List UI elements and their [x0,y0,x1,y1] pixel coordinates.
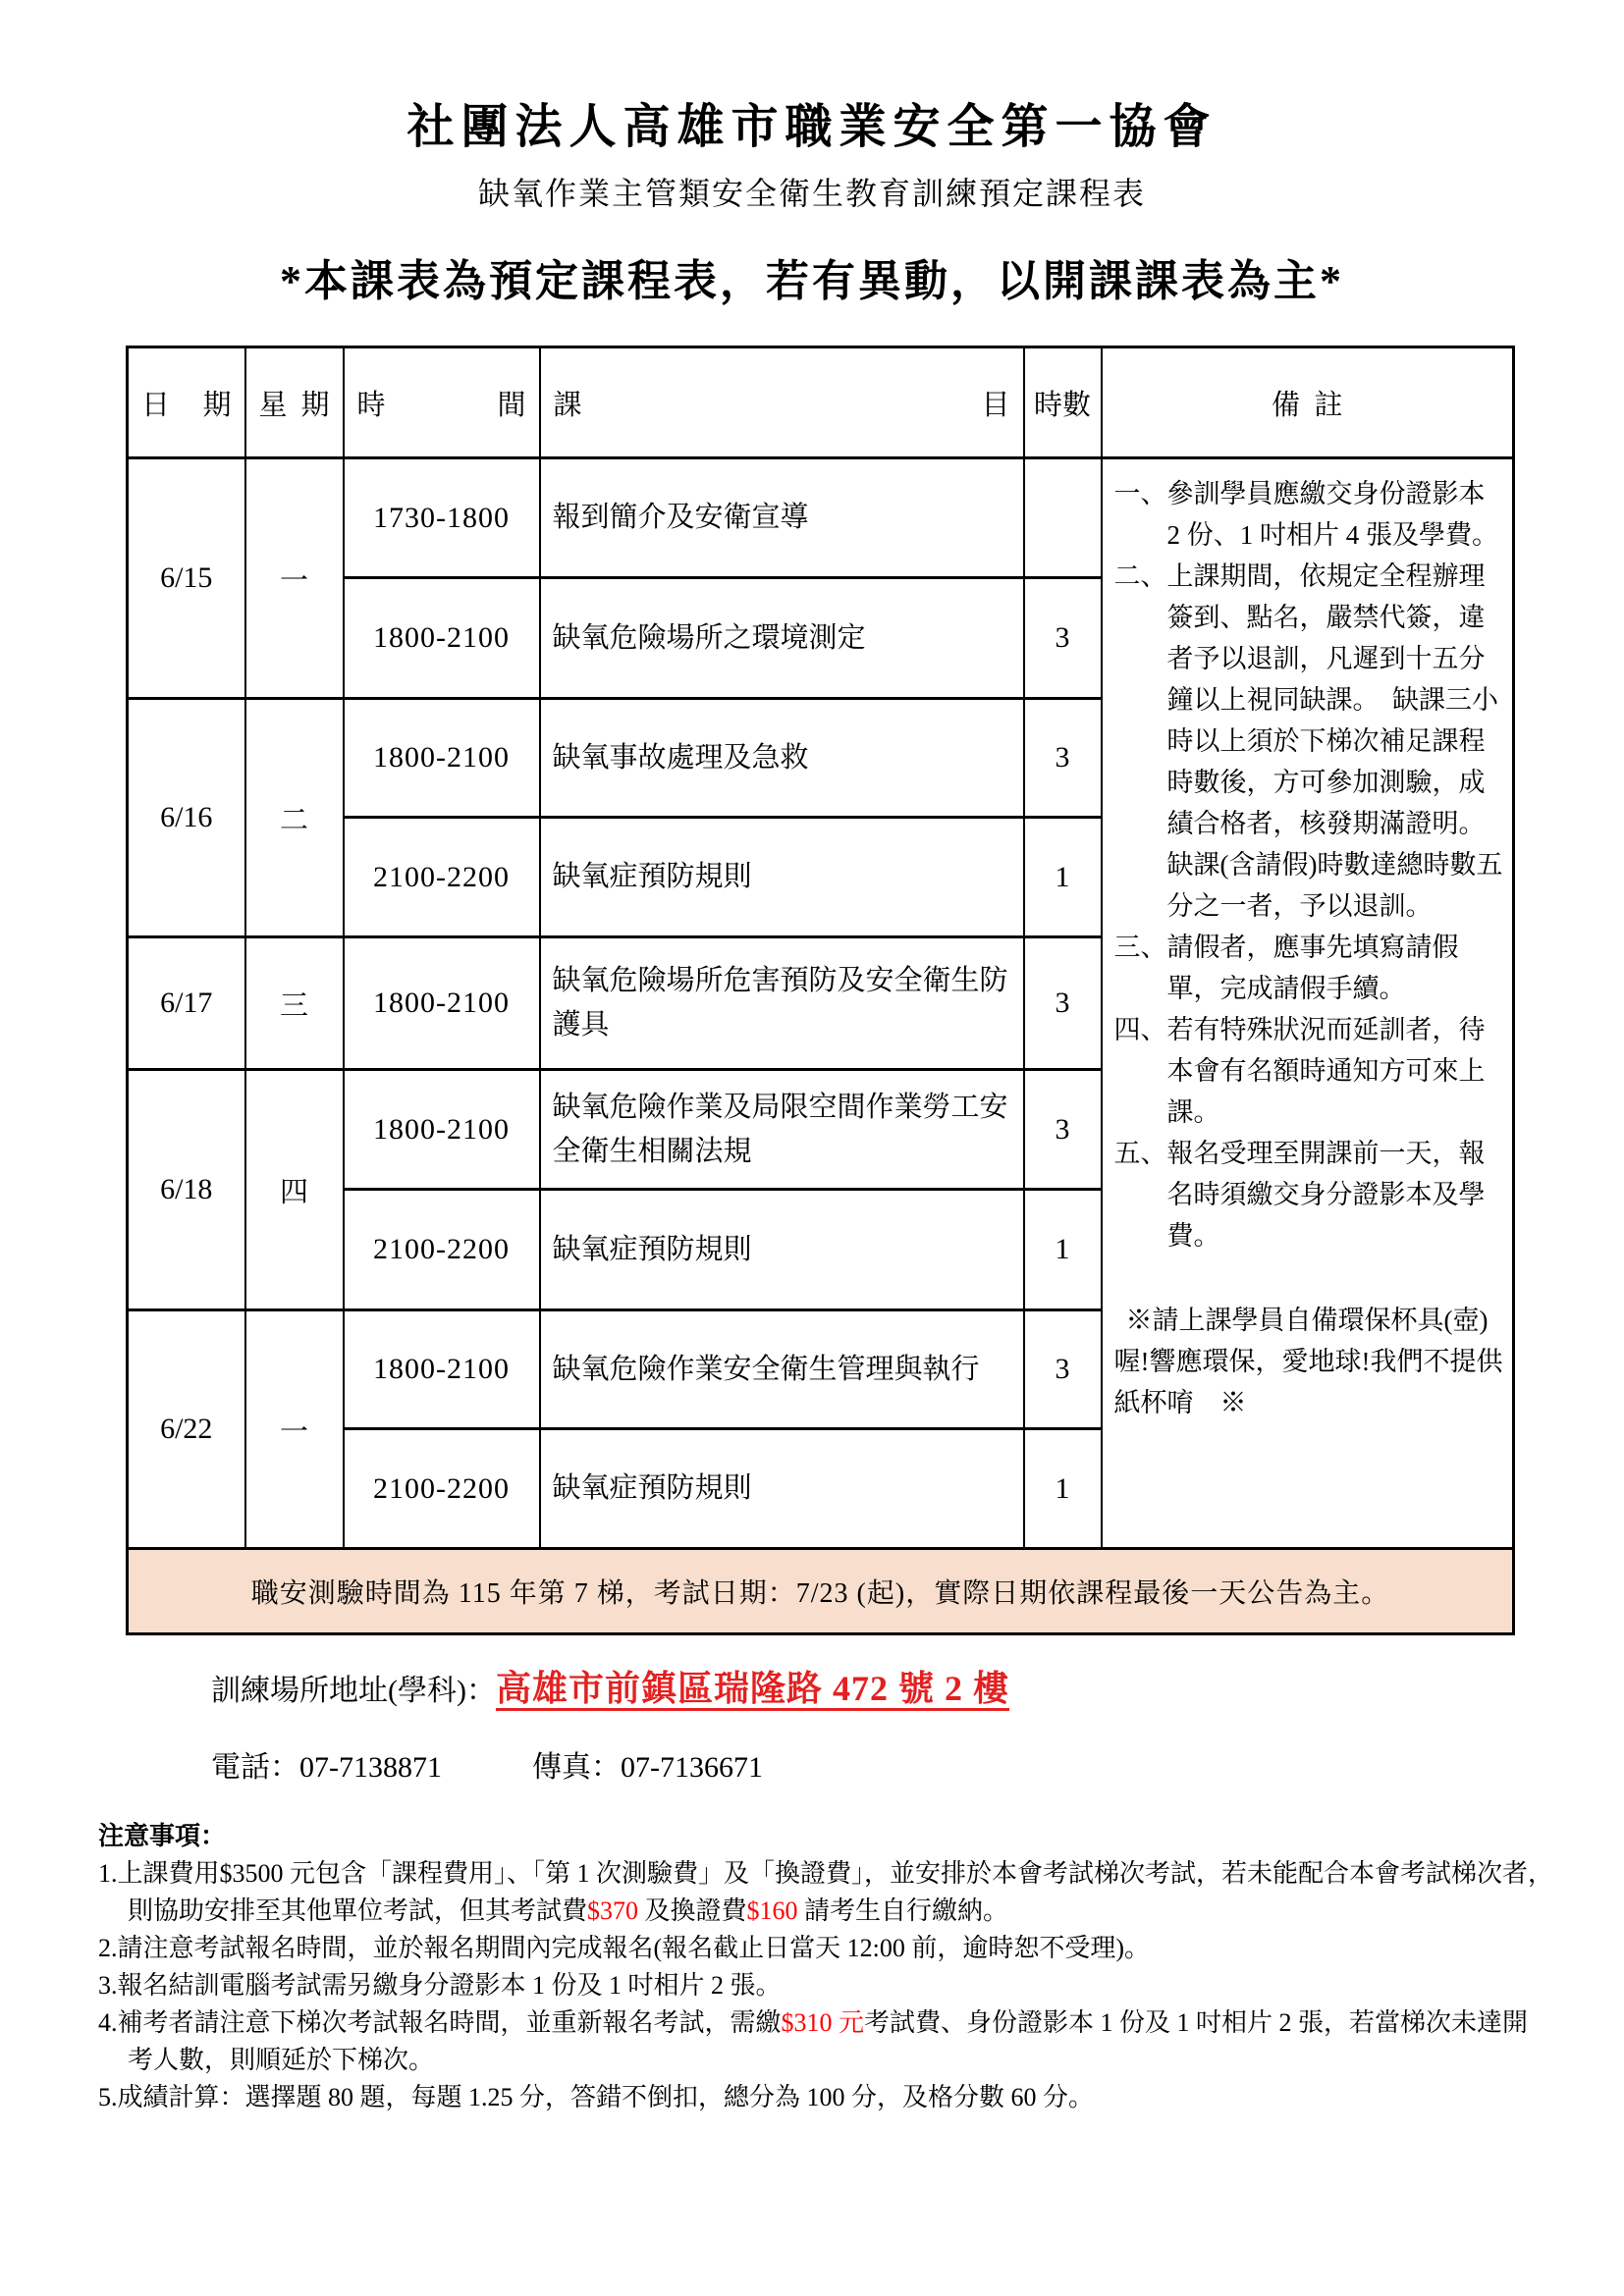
hours-cell: 3 [1024,937,1102,1070]
org-title: 社團法人高雄市職業安全第一協會 [406,101,1218,153]
hours-cell: 3 [1024,699,1102,818]
schedule-change-notice: *本課表為預定課程表，若有異動，以開課課表為主* [280,257,1344,305]
address-label: 訓練場所地址(學科)： [211,1675,496,1707]
remark-item: 四、若有特殊狀況而延訓者，待本會有名額時通知方可來上課。 [1113,1015,1486,1127]
time-cell: 2100-2200 [344,1429,540,1549]
exam-notice-row: 職安測驗時間為 115 年第 7 梯，考試日期：7/23 (起)，實際日期依課程最後一天公告為主。 [128,1549,1514,1634]
week-cell: 四 [245,1070,344,1310]
time-cell: 1800-2100 [344,1310,540,1429]
notes-section [98,1818,1553,2116]
header-cell-remark: 備註 [1102,347,1514,458]
venue-address-line [211,1661,1009,1711]
date-cell: 6/17 [128,937,245,1070]
date-cell: 6/15 [128,458,245,699]
schedule-table [126,346,1515,1635]
date-cell: 6/18 [128,1070,245,1310]
hours-cell: 1 [1024,818,1102,937]
time-cell: 1800-2100 [344,937,540,1070]
remarks-cell [1102,458,1514,1549]
remark-item: 一、參訓學員應繳交身份證影本 2 份、1 吋相片 4 張及學費。 [1113,479,1498,550]
doc-subtitle: 缺氧作業主管類安全衛生教育訓練預定課程表 [477,176,1146,211]
remark-item: 三、請假者，應事先填寫請假單，完成請假手續。 [1113,933,1459,1003]
course-cell: 缺氧症預防規則 [540,1429,1024,1549]
date-cell: 6/22 [128,1310,245,1549]
time-cell: 2100-2200 [344,818,540,937]
note-item: 3.報名結訓電腦考試需另繳身分證影本 1 份及 1 吋相片 2 張。 [98,1971,782,2000]
date-cell: 6/16 [128,699,245,937]
notes-heading: 注意事項： [98,1822,227,1850]
hours-cell [1024,458,1102,578]
course-cell: 報到簡介及安衛宣導 [540,458,1024,578]
time-cell: 2100-2200 [344,1190,540,1310]
week-cell: 一 [245,1310,344,1549]
time-cell: 1730-1800 [344,458,540,578]
note-item: 5.成績計算：選擇題 80 題，每題 1.25 分，答錯不倒扣，總分為 100 分，及格分數 60 分。 [98,2083,1095,2111]
hours-cell: 3 [1024,578,1102,699]
address-value: 高雄市前鎮區瑞隆路 472 號 2 樓 [495,1669,1009,1708]
time-cell: 1800-2100 [344,1070,540,1190]
course-cell: 缺氧危險作業及局限空間作業勞工安全衛生相關法規 [540,1070,1024,1190]
header-cell-week: 星 期 [245,347,344,458]
course-cell: 缺氧危險作業安全衛生管理與執行 [540,1310,1024,1429]
course-cell: 缺氧危險場所之環境測定 [540,578,1024,699]
fax-number: 傳真：07-7136671 [532,1751,763,1784]
eco-cup-note: ※請上課學員自備環保杯具(壺)喔!響應環保，愛地球!我們不提供紙杯唷 ※ [1113,1306,1503,1417]
header-cell-time: 時 間 [344,347,540,458]
phone-number: 電話：07-7138871 [211,1751,442,1784]
course-cell: 缺氧危險場所危害預防及安全衛生防護具 [540,937,1024,1070]
time-cell: 1800-2100 [344,578,540,699]
remark-item: 二、上課期間，依規定全程辦理簽到、點名，嚴禁代簽，違者予以退訓，凡遲到十五分鐘以上視同缺課。 缺課三小時以上須於下梯次補足課程時數後，方可參加測驗，成績合格者，核發期滿證明。缺課(含請假)時數達總時數五分之一者，予以退訓。 [1113,561,1503,921]
course-cell: 缺氧症預防規則 [540,1190,1024,1310]
hours-cell: 3 [1024,1310,1102,1429]
course-cell: 缺氧症預防規則 [540,818,1024,937]
note-item: 1.上課費用$3500 元包含「課程費用」、「第 1 次測驗費」及「換證費」，並安排於本會考試梯次考試，若未能配合本會考試梯次者，則協助安排至其他單位考試，但其考試費$370 及換證費$160 請考生自行繳納。 [98,1859,1554,1925]
header-cell-hours: 時數 [1024,347,1102,458]
course-cell: 缺氧事故處理及急救 [540,699,1024,818]
time-cell: 1800-2100 [344,699,540,818]
remark-item: 五、報名受理至開課前一天，報名時須繳交身分證影本及學費。 [1113,1139,1486,1251]
header-cell-date: 日 期 [128,347,245,458]
contact-line [211,1742,763,1786]
note-item: 4.補考者請注意下梯次考試報名時間，並重新報名考試，需繳$310 元考試費、身份證影本 1 份及 1 吋相片 2 張，若當梯次未達開考人數，則順延於下梯次。 [98,2008,1529,2074]
hours-cell: 1 [1024,1190,1102,1310]
week-cell: 三 [245,937,344,1070]
week-cell: 二 [245,699,344,937]
week-cell: 一 [245,458,344,699]
hours-cell: 3 [1024,1070,1102,1190]
hours-cell: 1 [1024,1429,1102,1549]
note-item: 2.請注意考試報名時間，並於報名期間內完成報名(報名截止日當天 12:00 前，逾時恕不受理)。 [98,1934,1151,1962]
header-cell-course: 課 目 [540,347,1024,458]
